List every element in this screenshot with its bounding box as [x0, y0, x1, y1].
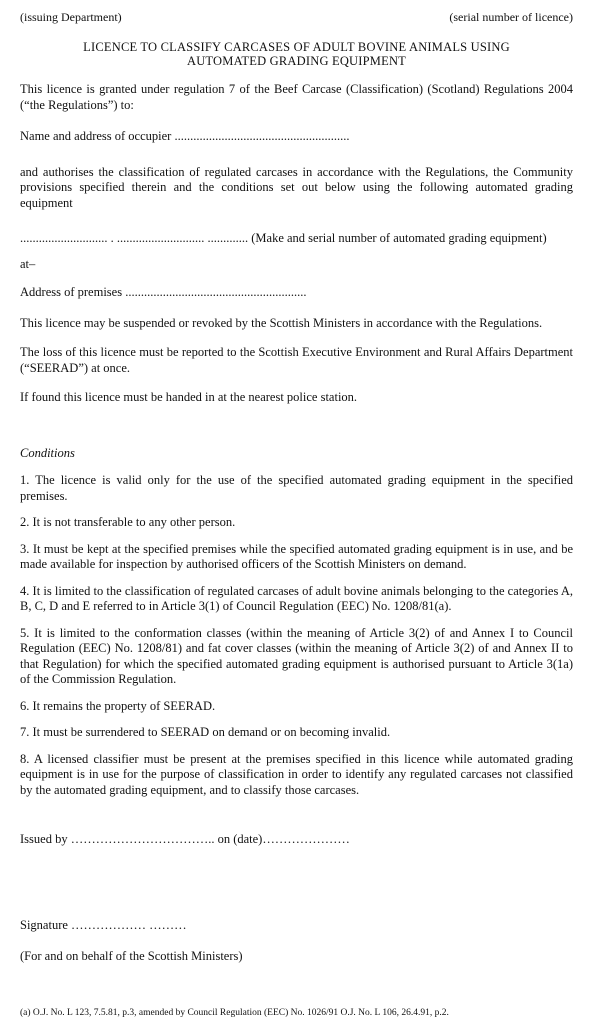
suspension-paragraph: This licence may be suspended or revoked by the Scottish Ministers in accordance with the Regulations. — [20, 315, 543, 330]
grant-paragraph: This licence is granted under regulation 7 of the Beef Carcase (Classification) (Scotland) Regulations 2004 (“the Regulations”) to: — [20, 82, 573, 112]
condition-item: 6. It remains the property of SEERAD. — [20, 698, 216, 713]
condition-item: 1. The licence is valid only for the use of the specified automated grading equipment in the specified premises. — [20, 473, 573, 503]
conditions-list — [20, 473, 573, 798]
issuing-department-label: (issuing Department) — [20, 10, 122, 24]
condition-item: 3. It must be kept at the specified premises while the specified automated grading equipment is in use, and be made available for inspection by authorised officers of the Scottish Ministers on demand. — [20, 541, 573, 571]
condition-item: 7. It must be surrendered to SEERAD on demand or on becoming invalid. — [20, 725, 391, 739]
title-line-1: LICENCE TO CLASSIFY CARCASES OF ADULT BOVINE ANIMALS USING — [83, 40, 510, 54]
found-paragraph: If found this licence must be handed in at the nearest police station. — [20, 390, 358, 404]
loss-paragraph: The loss of this licence must be reported to the Scottish Executive Environment and Rural Affairs Department (“SEERAD”) at once. — [20, 345, 573, 375]
at-label: at– — [20, 256, 36, 271]
issued-by-field: Issued by …………………………….. on (date)………………… — [20, 832, 350, 846]
serial-number-label: (serial number of licence) — [449, 10, 573, 24]
condition-item: 4. It is limited to the classification of regulated carcases of adult bovine animals belonging to the categories A, B, C, D and E referred to in Article 3(1) of Council Regulation (EEC) No. 1208/81(a). — [20, 583, 573, 613]
condition-item: 2. It is not transferable to any other person. — [20, 515, 236, 529]
title-line-2: AUTOMATED GRADING EQUIPMENT — [186, 54, 407, 68]
document-header — [20, 10, 573, 26]
occupier-field: Name and address of occupier ........................................................ — [20, 129, 350, 143]
conditions-heading: Conditions — [20, 445, 75, 460]
authorisation-paragraph: and authorises the classification of regulated carcases in accordance with the Regulations, the Community provisions specified therein and the conditions set out below using the following automated grading equipment — [20, 164, 573, 210]
premises-address-field: Address of premises .......................................................... — [20, 285, 307, 299]
licence-document — [20, 10, 573, 965]
footnote: (a) O.J. No. L 123, 7.5.81, p.3, amended by Council Regulation (EEC) No. 1026/91 O.J. No. L 106, 26.4.91, p.2. — [20, 1008, 449, 1018]
condition-item: 8. A licensed classifier must be present at the premises specified in this licence while automated grading equipment is in use for the purpose of classification in order to identify any regulated carcases not classified by the automated grading equipment, and to classify those carcases. — [20, 751, 573, 797]
on-behalf-label: (For and on behalf of the Scottish Ministers) — [20, 949, 243, 963]
signature-field: Signature ……………… ……… — [20, 917, 187, 932]
equipment-field: ............................ . ............................ ............. (Make and serial number of automated grading equipment) — [20, 231, 547, 245]
condition-item: 5. It is limited to the conformation classes (within the meaning of Article 3(2) of and Annex I to Council Regulation (EEC) No. 1208/81) and fat cover classes (within the meaning of Article 3(2) of and Annex II to that Regulation) for which the specified automated grading equipment is authorised pursuant to Article 3(1a) of the Commission Regulation. — [20, 625, 573, 686]
document-title — [20, 40, 573, 68]
